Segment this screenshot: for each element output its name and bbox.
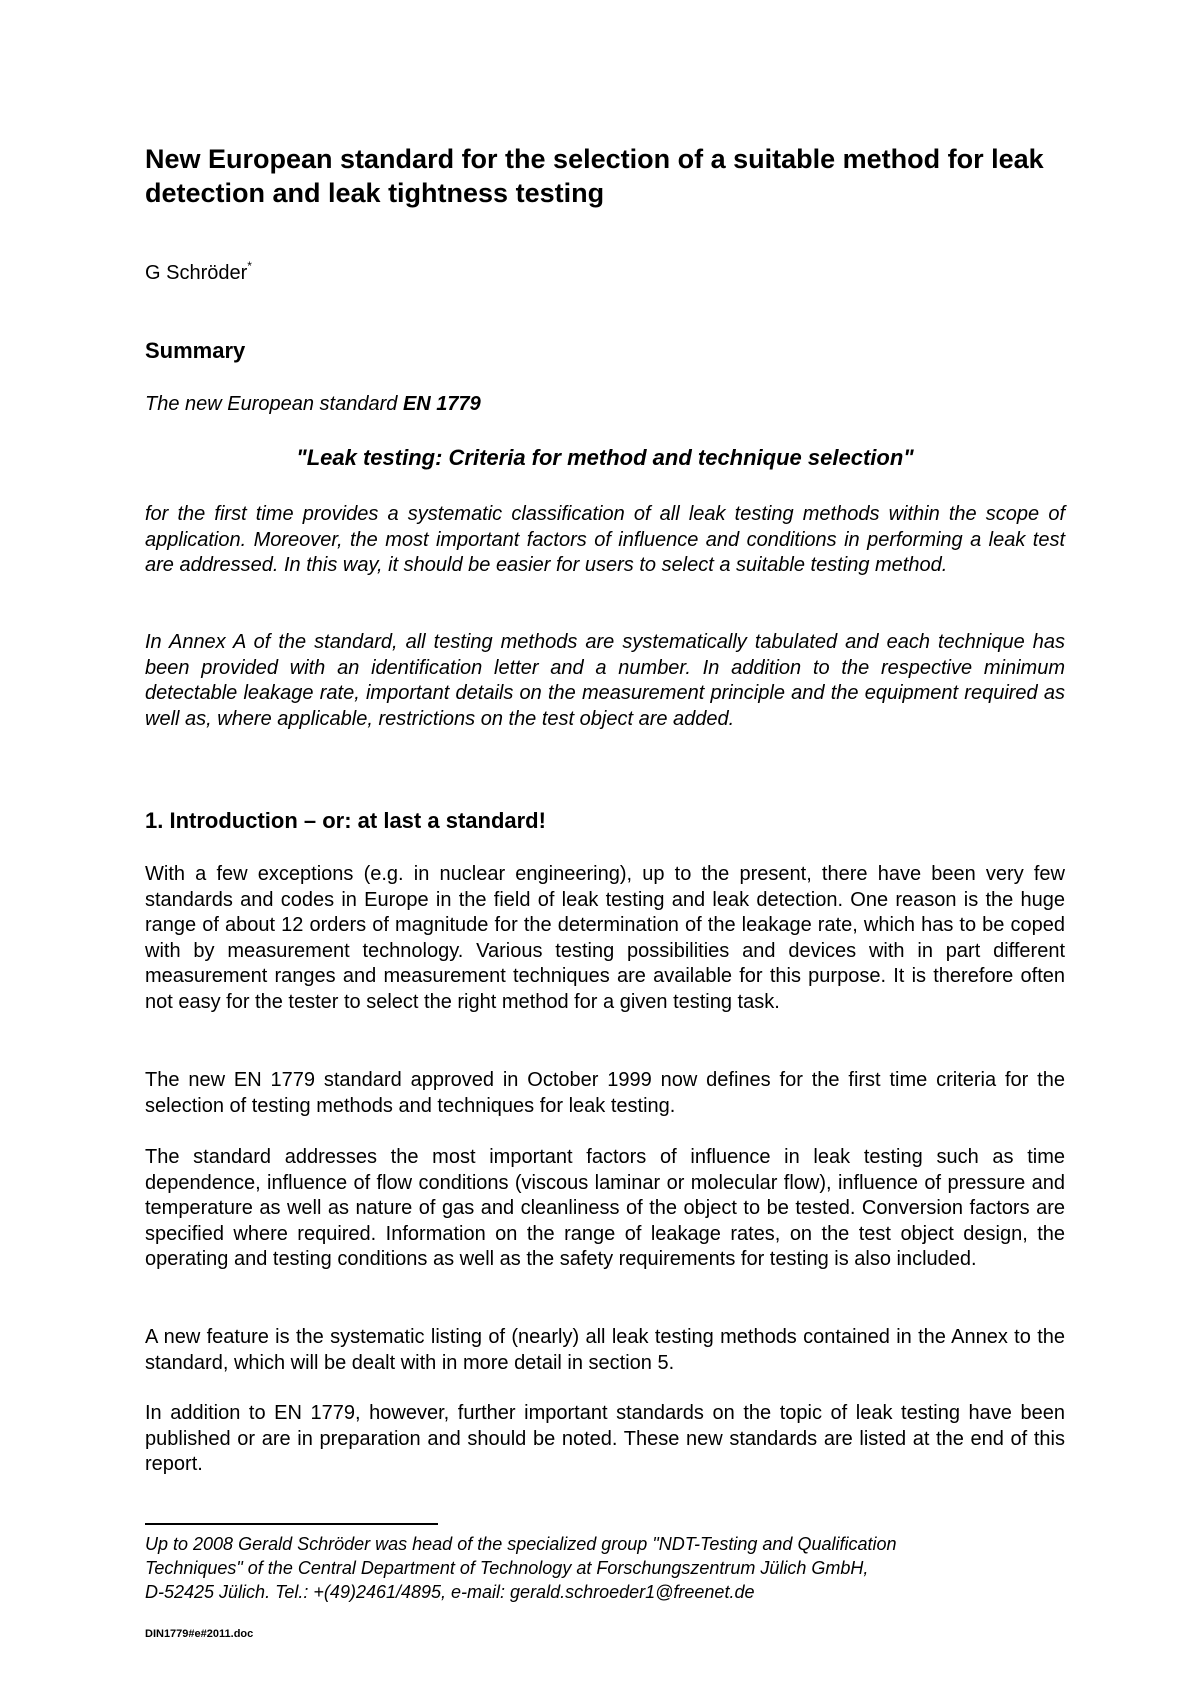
body-paragraph: In addition to EN 1779, however, further important standards on the topic of leak testing have been published or are in preparation and should be noted. These new standards are listed at the end of this report. [145,1402,1065,1476]
section-heading-introduction: 1. Introduction – or: at last a standard! [145,808,546,833]
footnote [145,1532,1045,1604]
author-line [145,259,252,285]
body-paragraph: The standard addresses the most important factors of influence in leak testing such as time dependence, influence of flow conditions (viscous laminar or molecular flow), influence of pressure and temperature as well as nature of gas and cleanliness of the object to be tested. Conversion factors are specified where required. Information on the range of leakage rates, on the test object design, the operating and testing conditions as well as the safety requirements for testing is also included. [145,1146,1065,1271]
footnote-divider [145,1523,438,1525]
summary-intro [145,393,481,416]
body-paragraph: With a few exceptions (e.g. in nuclear engineering), up to the present, there have been very few standards and codes in Europe in the field of leak testing and leak detection. One reason is the huge range of about 12 orders of magnitude for the determination of the leakage rate, which has to be coped with by measurement technology. Various testing possibilities and devices with in part different measurement ranges and measurement techniques are available for this purpose. It is therefore often not easy for the tester to select the right method for a given testing task. [145,863,1065,1013]
standard-title-quote: "Leak testing: Criteria for method and technique selection" [296,445,914,470]
summary-paragraph: for the first time provides a systematic classification of all leak testing methods within the scope of application. Moreover, the most important factors of influence and conditions in performing a leak test are addressed. In this way, it should be easier for users to select a suitable testing method. [145,503,1065,577]
document-filename: DIN1779#e#2011.doc [145,1628,254,1640]
summary-intro-prefix: The new European standard [145,393,403,415]
document-title: New European standard for the selection of a suitable method for leak detection and leak tightness testing [145,144,1044,208]
standard-number: EN 1779 [402,393,481,415]
footnote-line: Techniques" of the Central Department of Technology at Forschungszentrum Jülich GmbH, [145,1558,869,1578]
footnote-line: Up to 2008 Gerald Schröder was head of the specialized group "NDT-Testing and Qualification [145,1534,897,1554]
footnote-marker: * [247,259,252,273]
body-paragraph: A new feature is the systematic listing of (nearly) all leak testing methods contained in the Annex to the standard, which will be dealt with in more detail in section 5. [145,1326,1065,1374]
footnote-line: D-52425 Jülich. Tel.: +(49)2461/4895, e-mail: gerald.schroeder1@freenet.de [145,1582,755,1602]
summary-heading: Summary [145,338,246,363]
author-name: G Schröder [145,262,248,284]
summary-paragraph: In Annex A of the standard, all testing methods are systematically tabulated and each technique has been provided with an identification letter and a number. In addition to the respective minimum detectable leakage rate, important details on the measurement principle and the equipment required as well as, where applicable, restrictions on the test object are added. [145,631,1065,730]
body-paragraph: The new EN 1779 standard approved in October 1999 now defines for the first time criteria for the selection of testing methods and techniques for leak testing. [145,1069,1065,1117]
